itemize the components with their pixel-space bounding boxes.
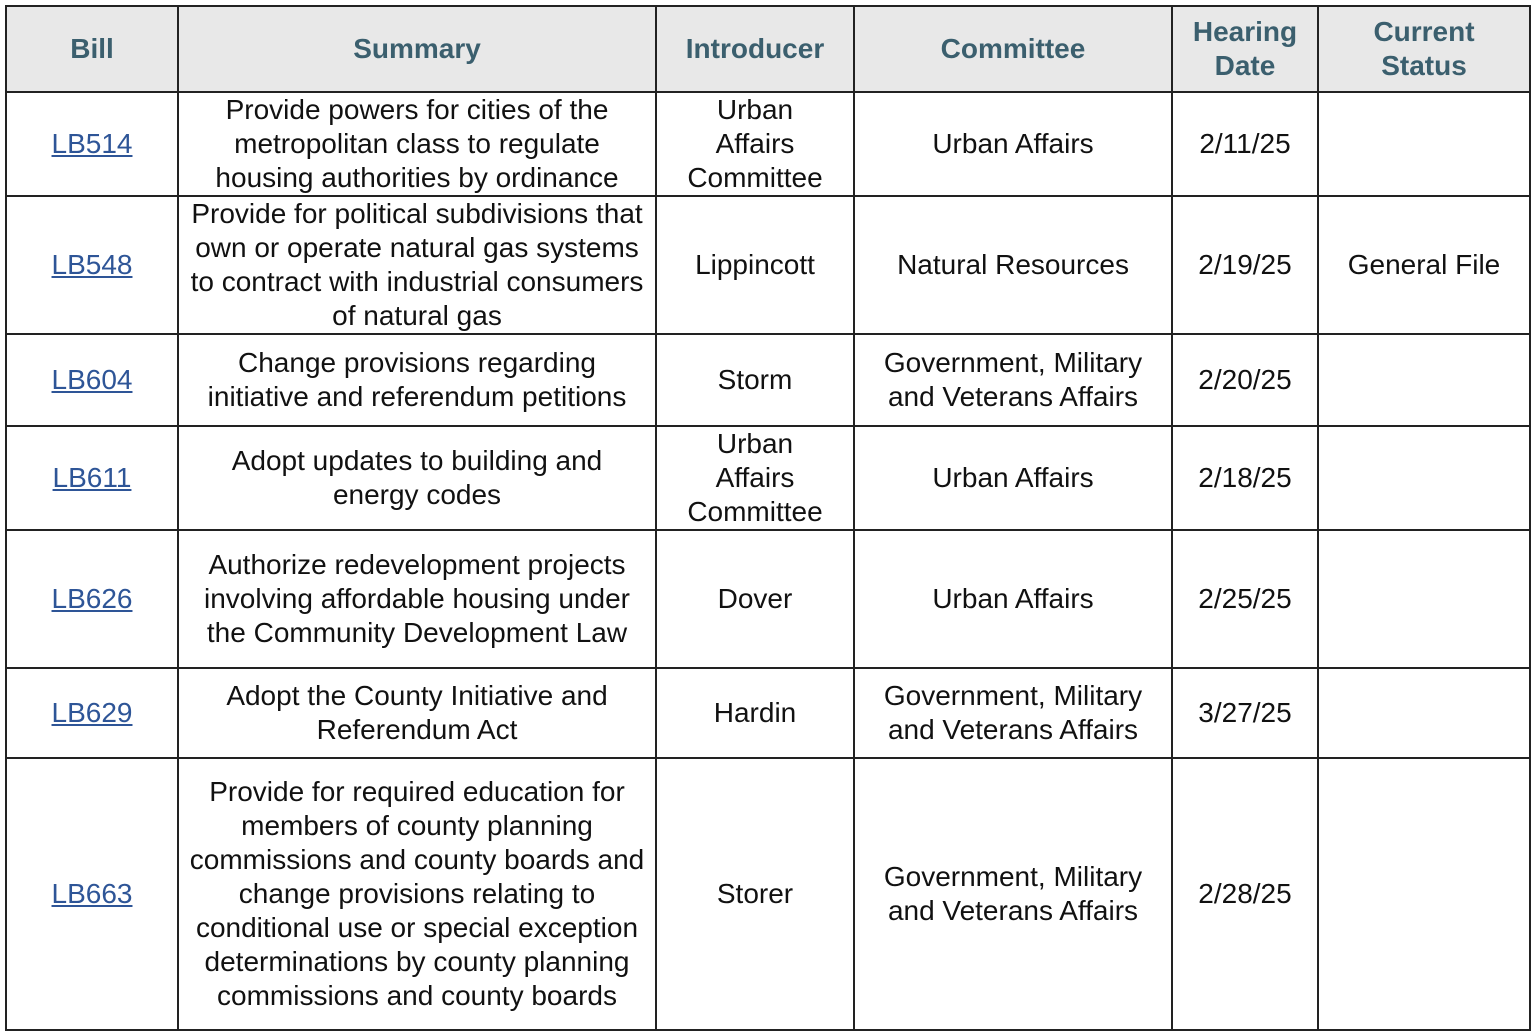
table-row [6,426,1530,530]
committee-cell: Natural Resources [854,196,1172,334]
table-row [6,334,1530,426]
status-cell [1318,758,1530,1030]
bill-link-lb514[interactable]: LB514 [51,128,133,159]
hearing-date-cell: 2/28/25 [1172,758,1318,1030]
table-row [6,668,1530,758]
committee-cell: Urban Affairs [854,92,1172,196]
header-introducer-label: Introducer [685,33,825,64]
introducer-cell: Urban Affairs Committee [656,426,854,530]
header-current-status [1318,6,1530,92]
header-committee-label: Committee [940,33,1086,64]
bill-link-lb663[interactable]: LB663 [51,878,133,909]
bill-link-lb548[interactable]: LB548 [51,249,133,280]
hearing-date-cell: 2/19/25 [1172,196,1318,334]
committee-cell: Government, Military and Veterans Affairs [854,334,1172,426]
table-row [6,196,1530,334]
summary-cell: Provide for political subdivisions that own or operate natural gas systems to contract with industrial consumers of natural gas [178,196,656,334]
bill-cell [6,196,178,334]
header-summary [178,6,656,92]
hearing-date-cell: 2/11/25 [1172,92,1318,196]
hearing-date-cell: 2/25/25 [1172,530,1318,668]
header-committee [854,6,1172,92]
introducer-cell: Lippincott [656,196,854,334]
status-cell [1318,426,1530,530]
status-cell: General File [1318,196,1530,334]
hearing-date-cell: 2/20/25 [1172,334,1318,426]
summary-cell: Adopt the County Initiative and Referendum Act [178,668,656,758]
summary-cell: Adopt updates to building and energy codes [178,426,656,530]
table-row [6,530,1530,668]
introducer-cell: Hardin [656,668,854,758]
summary-cell: Change provisions regarding initiative and referendum petitions [178,334,656,426]
committee-cell: Urban Affairs [854,530,1172,668]
hearing-date-cell: 3/27/25 [1172,668,1318,758]
bill-table [5,5,1531,1031]
header-hearing-date-line1: Hearing [1192,16,1298,47]
committee-cell: Urban Affairs [854,426,1172,530]
header-bill-label: Bill [70,33,114,64]
bill-link-lb626[interactable]: LB626 [51,583,133,614]
bill-cell [6,334,178,426]
header-introducer [656,6,854,92]
bill-link-lb604[interactable]: LB604 [51,364,133,395]
committee-cell: Government, Military and Veterans Affairs [854,668,1172,758]
bill-cell [6,426,178,530]
status-cell [1318,530,1530,668]
status-cell [1318,668,1530,758]
bill-cell [6,668,178,758]
introducer-cell: Urban Affairs Committee [656,92,854,196]
header-status-line1: Current [1373,16,1475,47]
bill-link-lb629[interactable]: LB629 [51,697,133,728]
bill-cell [6,758,178,1030]
bill-table-container [5,5,1531,1031]
table-row [6,758,1530,1030]
header-status-line2: Status [1381,50,1467,81]
header-hearing-date [1172,6,1318,92]
introducer-cell: Dover [656,530,854,668]
bill-link-lb611[interactable]: LB611 [52,462,132,493]
header-hearing-date-line2: Date [1214,50,1276,81]
header-summary-label: Summary [353,33,481,64]
introducer-cell: Storm [656,334,854,426]
bill-cell [6,92,178,196]
summary-cell: Provide powers for cities of the metropolitan class to regulate housing authorities by ordinance [178,92,656,196]
committee-cell: Government, Military and Veterans Affairs [854,758,1172,1030]
hearing-date-cell: 2/18/25 [1172,426,1318,530]
bill-cell [6,530,178,668]
table-row [6,92,1530,196]
introducer-cell: Storer [656,758,854,1030]
status-cell [1318,92,1530,196]
summary-cell: Authorize redevelopment projects involving affordable housing under the Community Development Law [178,530,656,668]
header-row [6,6,1530,92]
header-bill [6,6,178,92]
status-cell [1318,334,1530,426]
summary-cell: Provide for required education for members of county planning commissions and county boards and change provisions relating to conditional use or special exception determinations by county planning commissions and county boards [178,758,656,1030]
